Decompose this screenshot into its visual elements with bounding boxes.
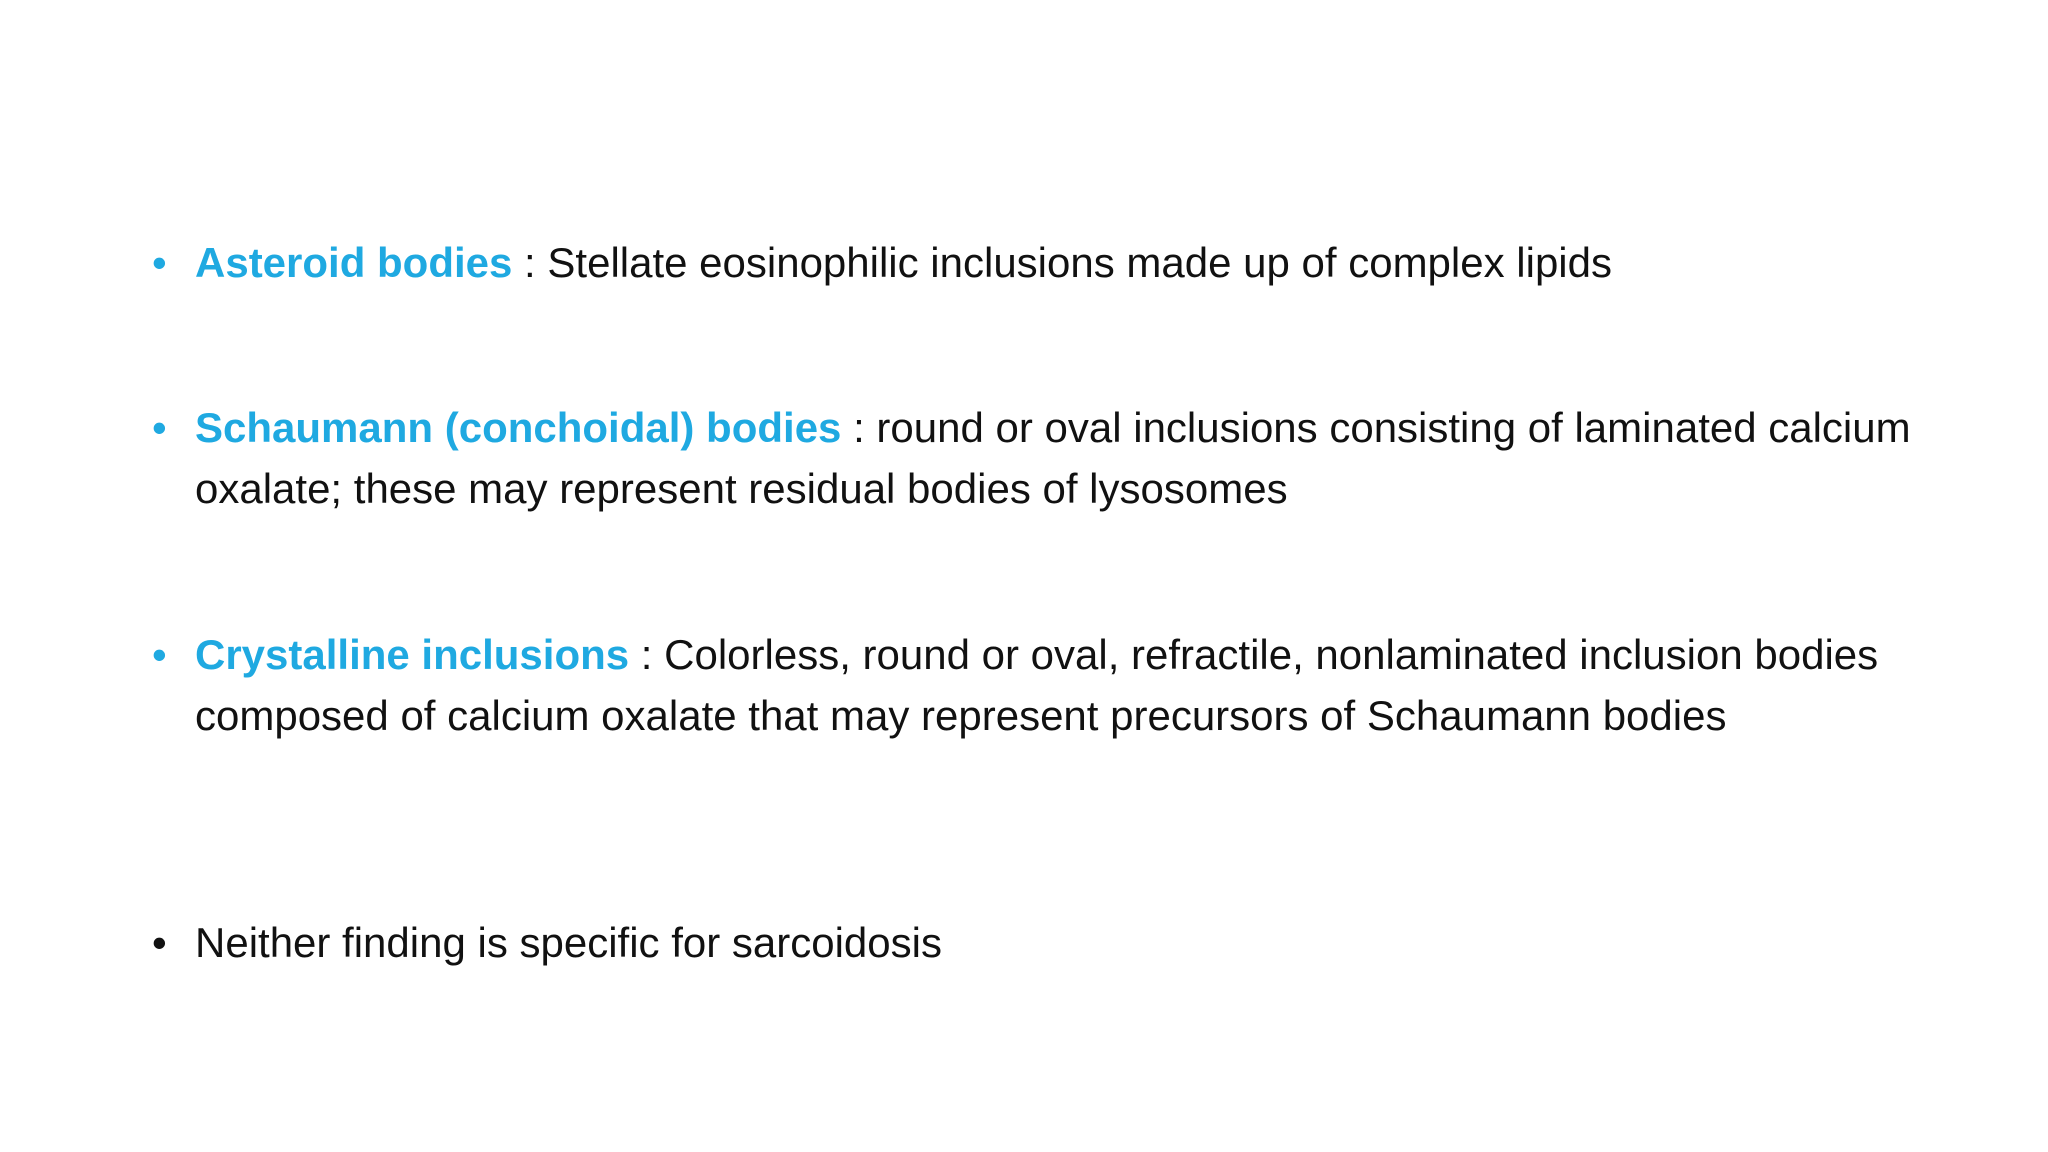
bullet-term: Asteroid bodies xyxy=(195,239,513,286)
bullet-description: Colorless, round or oval, refractile, nonlaminated inclusion bodies composed of calcium oxalate that may represent precursors of Schaumann bodies xyxy=(195,631,1879,739)
bullet-term: Schaumann (conchoidal) bodies xyxy=(195,404,842,451)
bullet-description: Stellate eosinophilic inclusions made up of complex lipids xyxy=(547,239,1612,286)
bullet-item-schaumann-bodies xyxy=(152,397,1912,519)
bullet-item-asteroid-bodies xyxy=(152,232,1912,293)
bullet-separator: : xyxy=(512,239,548,286)
bullet-dot-icon: • xyxy=(152,919,167,966)
bullet-term: Crystalline inclusions xyxy=(195,631,630,678)
bullet-item-crystalline-inclusions xyxy=(152,624,1912,746)
bullet-dot-icon: • xyxy=(152,631,167,678)
bullet-separator: : xyxy=(841,404,877,451)
bullet-description: round or oval inclusions consisting of laminated calcium oxalate; these may represent residual bodies of lysosomes xyxy=(195,404,1911,512)
bullet-item-neither-finding xyxy=(152,912,1912,973)
bullet-description: Neither finding is specific for sarcoidosis xyxy=(195,919,942,966)
bullet-dot-icon: • xyxy=(152,404,167,451)
bullet-separator: : xyxy=(629,631,665,678)
bullet-dot-icon: • xyxy=(152,239,167,286)
